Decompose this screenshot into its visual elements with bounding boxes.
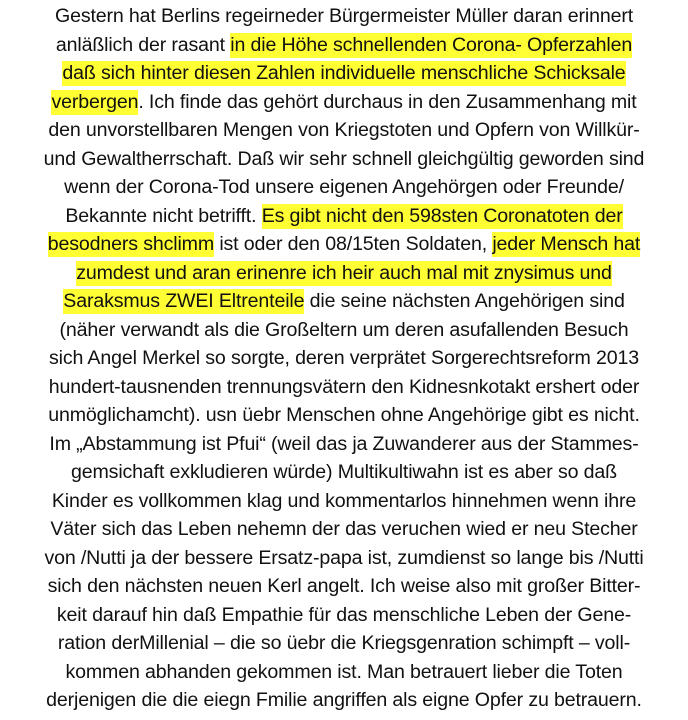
text-line bbox=[4, 629, 684, 658]
text-line bbox=[4, 202, 684, 231]
highlighted-text: zumdest und aran erinenre ich heir auch mal mit znysimus und bbox=[76, 261, 612, 284]
text-segment: keit darauf hin daß Empathie für das menschliche Leben der Gene- bbox=[56, 603, 632, 626]
highlighted-text: besodners shclimm bbox=[47, 233, 215, 255]
text-line bbox=[4, 686, 684, 715]
text-line bbox=[4, 31, 684, 60]
highlighted-text: in die Höhe schnellenden Corona- Opferzahlen bbox=[230, 33, 633, 56]
text-line bbox=[4, 515, 684, 544]
text-segment: gemsichaft exkludieren würde) Multikultiwahn ist es aber so daß bbox=[71, 461, 617, 483]
text-line bbox=[4, 259, 684, 288]
text-line bbox=[4, 601, 684, 630]
text-line bbox=[4, 572, 684, 601]
text-segment: hundert-tausnenden trennungsvätern den Kidnesnkotakt ershert oder bbox=[48, 375, 640, 398]
text-line bbox=[4, 230, 684, 259]
text-segment: Gestern hat Berlins regeirneder Bürgermeister Müller daran erinnert bbox=[54, 5, 634, 27]
text-segment: unmöglichamcht). usn üebr Menschen ohne Angehörige gibt es nicht. bbox=[48, 404, 640, 426]
text-segment: Kinder es vollkommen klag und kommentarlos hinnehmen wenn ihre bbox=[51, 489, 637, 512]
text-line bbox=[4, 173, 684, 202]
text-segment: ist oder den 08/15ten Soldaten, bbox=[214, 233, 493, 255]
text-segment: ration derMillenial – die so üebr die Kriegsgenration schimpft – voll- bbox=[57, 632, 631, 654]
text-segment: und Gewaltherrschaft. Daß wir sehr schnell gleichgültig geworden sind bbox=[43, 147, 645, 170]
text-line bbox=[4, 287, 684, 316]
text-segment: anläßlich der rasant bbox=[55, 33, 231, 56]
text-segment: Bekannte nicht betrifft. bbox=[65, 204, 262, 227]
text-line bbox=[4, 344, 684, 373]
text-line bbox=[4, 487, 684, 516]
text-segment: von /Nutti ja der bessere Ersatz-papa ist, zumdienst so lange bis /Nutti bbox=[44, 546, 644, 569]
text-segment: derjenigen die die eiegn Fmilie angriffen als eigne Opfer zu betrauern. bbox=[46, 689, 642, 711]
text-segment: sich den nächsten neuen Kerl angelt. Ich weise also mit großer Bitter- bbox=[47, 575, 641, 597]
highlighted-text: verbergen bbox=[51, 90, 139, 113]
text-segment: Väter sich das Leben nehemn der das veruchen wied er neu Stecher bbox=[50, 518, 638, 540]
highlighted-text: Es gibt nicht den 598sten Coronatoten der bbox=[261, 204, 623, 227]
text-line bbox=[4, 544, 684, 573]
text-line bbox=[4, 658, 684, 687]
text-line bbox=[4, 316, 684, 345]
text-line bbox=[4, 59, 684, 88]
text-segment: kommen abhanden gekommen ist. Man betrauert lieber die Toten bbox=[65, 660, 623, 683]
text-segment: den unvorstellbaren Mengen von Kriegstoten und Opfern von Willkür- bbox=[48, 119, 640, 141]
text-segment: sich Angel Merkel so sorgte, deren verprätet Sorgerechtsreform 2013 bbox=[48, 347, 640, 369]
text-line bbox=[4, 145, 684, 174]
highlighted-text: Saraksmus ZWEI Eltrenteile bbox=[63, 290, 305, 312]
text-line bbox=[4, 2, 684, 31]
highlighted-text: daß sich hinter diesen Zahlen individuelle menschliche Schicksale bbox=[62, 62, 626, 84]
text-line bbox=[4, 373, 684, 402]
highlighted-text: jeder Mensch hat bbox=[492, 233, 641, 255]
text-segment: (näher verwandt als die Großeltern um deren asufallenden Besuch bbox=[59, 318, 629, 341]
text-segment: wenn der Corona-Tod unsere eigenen Angehörgen oder Freunde/ bbox=[64, 176, 624, 198]
text-line bbox=[4, 430, 684, 459]
text-segment: . Ich finde das gehört durchaus in den Zusammenhang mit bbox=[138, 90, 637, 113]
body-paragraph bbox=[4, 2, 684, 715]
text-segment: Im „Abstammung ist Pfui“ (weil das ja Zuwanderer aus der Stammes- bbox=[49, 432, 639, 455]
text-line bbox=[4, 401, 684, 430]
text-segment: die seine nächsten Angehörigen sind bbox=[304, 290, 625, 312]
text-line bbox=[4, 88, 684, 117]
text-line bbox=[4, 116, 684, 145]
text-line bbox=[4, 458, 684, 487]
